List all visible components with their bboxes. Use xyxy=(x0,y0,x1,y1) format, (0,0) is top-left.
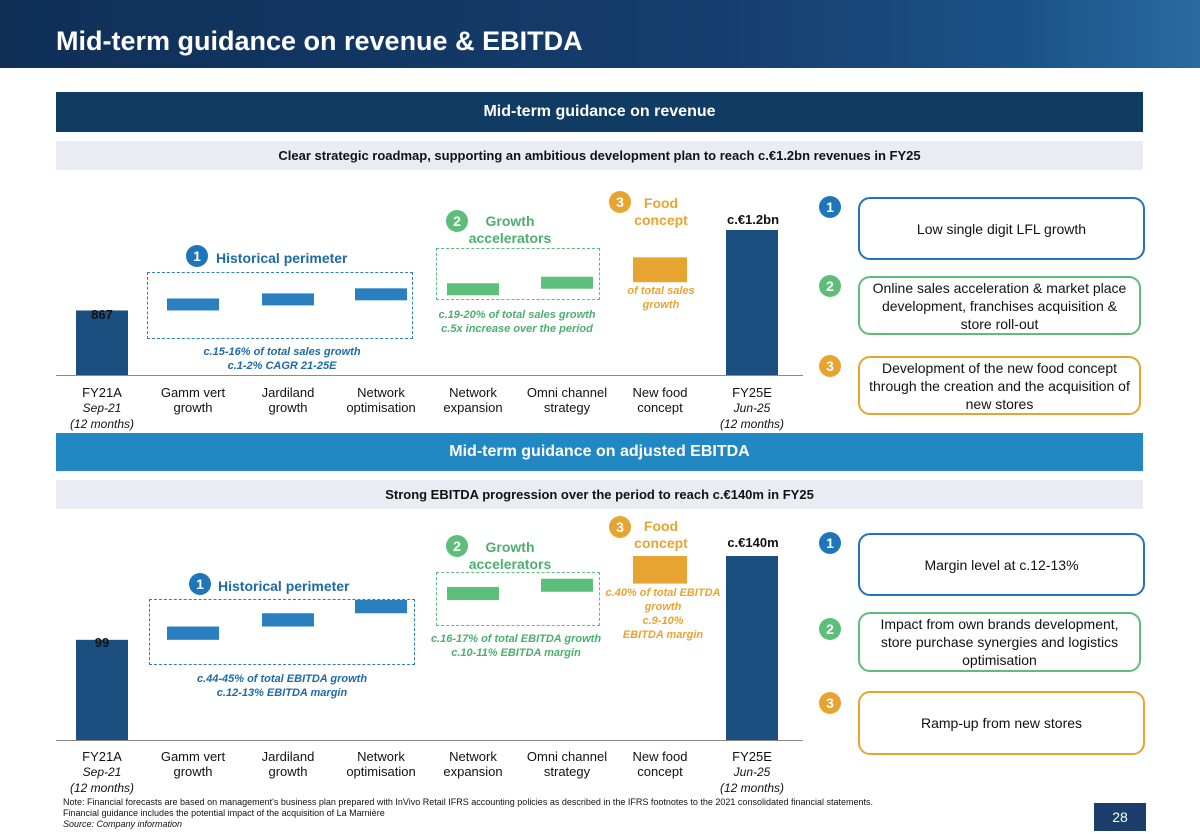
category-name: Network xyxy=(449,385,497,400)
step-2-badge: 2 xyxy=(446,210,468,232)
category-sub: Jun-25 xyxy=(733,765,771,779)
category-label xyxy=(52,385,152,432)
food-concept-note xyxy=(598,586,728,642)
note-line: c.44-45% of total EBITDA growth xyxy=(196,673,368,685)
step-1-badge: 1 xyxy=(186,245,208,267)
category-label xyxy=(52,749,152,796)
category-sub: expansion xyxy=(443,400,503,415)
bar-start-total xyxy=(76,640,128,740)
category-sub: concept xyxy=(637,764,683,779)
label-line: concept xyxy=(634,212,688,228)
footer-note: Note: Financial forecasts are based on management's business plan prepared with InVivo Retail IFRS accounting policies as described in the IFRS footnotes to the 2021 consolidated financial statements. xyxy=(63,797,874,807)
box-3-badge: 3 xyxy=(819,355,841,377)
category-name: New food xyxy=(632,385,688,400)
category-label xyxy=(702,749,802,796)
category-label xyxy=(331,749,431,779)
category-sub2: (12 months) xyxy=(69,417,135,431)
box-text: Impact from own brands development, store purchase synergies and logistics optimisation xyxy=(880,616,1119,668)
category-label xyxy=(702,385,802,432)
step-1-badge: 1 xyxy=(189,573,211,595)
category-name: Network xyxy=(357,385,405,400)
growth-accelerators-box xyxy=(436,248,600,300)
ebitda-band xyxy=(56,433,1143,471)
category-name: FY25E xyxy=(732,749,772,764)
food-concept-label xyxy=(630,195,692,229)
category-label xyxy=(331,385,431,415)
ebitda-driver-box-2 xyxy=(858,612,1141,672)
category-sub: optimisation xyxy=(346,400,416,415)
note-line: c.15-16% of total sales growth xyxy=(203,346,361,358)
category-name: FY21A xyxy=(82,749,122,764)
revenue-driver-box-3 xyxy=(858,356,1141,415)
category-name: Omni channel xyxy=(526,385,608,400)
growth-accelerators-label xyxy=(462,539,558,573)
box-2-badge: 2 xyxy=(819,275,841,297)
note-line: c.64-65% xyxy=(637,271,685,283)
historical-perimeter-note xyxy=(172,672,392,700)
note-line: c.40% of total EBITDA xyxy=(605,587,721,599)
label-line: accelerators xyxy=(468,230,552,246)
category-sub: strategy xyxy=(543,764,591,779)
ebitda-driver-box-1 xyxy=(858,533,1145,596)
growth-accelerators-label xyxy=(462,213,558,247)
historical-perimeter-box xyxy=(147,272,413,339)
growth-accelerators-box xyxy=(436,572,600,626)
historical-perimeter-label: Historical perimeter xyxy=(216,250,348,266)
step-3-badge: 3 xyxy=(609,516,631,538)
label-line: Food xyxy=(643,518,679,534)
category-label xyxy=(610,385,710,415)
step-2-badge: 2 xyxy=(446,535,468,557)
box-text: Low single digit LFL growth xyxy=(916,220,1087,237)
box-text: Online sales acceleration & market place development, franchises acquisition & store roll-out xyxy=(872,279,1127,332)
note-line: growth xyxy=(642,299,680,311)
bar-step-6 xyxy=(633,556,687,584)
category-label xyxy=(517,385,617,415)
revenue-driver-box-1 xyxy=(858,197,1145,260)
category-label xyxy=(238,749,338,779)
category-label xyxy=(143,749,243,779)
category-sub: Sep-21 xyxy=(82,401,122,415)
category-name: Network xyxy=(449,749,497,764)
note-line: c.10-11% EBITDA margin xyxy=(451,647,581,659)
category-name: FY25E xyxy=(732,385,772,400)
label-line: accelerators xyxy=(468,556,552,572)
box-text: Margin level at c.12-13% xyxy=(924,556,1079,573)
category-sub: optimisation xyxy=(346,764,416,779)
label-line: Growth xyxy=(485,213,535,229)
historical-perimeter-note xyxy=(178,345,386,373)
revenue-end-label: c.€1.2bn xyxy=(726,212,780,227)
food-concept-note xyxy=(620,270,702,312)
category-label xyxy=(517,749,617,779)
ebitda-driver-box-3 xyxy=(858,691,1145,755)
ebitda-band-title: Mid-term guidance on adjusted EBITDA xyxy=(449,443,750,460)
category-name: FY21A xyxy=(82,385,122,400)
category-label xyxy=(423,749,523,779)
historical-perimeter-box xyxy=(149,599,415,665)
growth-accelerators-note xyxy=(418,308,616,336)
note-line: growth xyxy=(644,601,682,613)
revenue-start-label: 867 xyxy=(91,307,113,322)
page-title: Mid-term guidance on revenue & EBITDA xyxy=(56,26,583,56)
category-sub: strategy xyxy=(543,400,591,415)
box-1-badge: 1 xyxy=(819,196,841,218)
category-name: Jardiland xyxy=(261,385,315,400)
note-line: c.1-2% CAGR 21-25E xyxy=(227,360,337,372)
box-text: Ramp-up from new stores xyxy=(920,715,1083,731)
note-line: c.5x increase over the period xyxy=(441,323,593,335)
category-label xyxy=(423,385,523,415)
historical-perimeter-label: Historical perimeter xyxy=(218,578,350,594)
box-2-badge: 2 xyxy=(819,618,841,640)
label-line: Growth xyxy=(485,539,535,555)
category-label xyxy=(238,385,338,415)
category-sub: growth xyxy=(173,400,213,415)
note-line: c.19-20% of total sales growth xyxy=(438,309,596,321)
bar-end-total xyxy=(726,556,778,740)
category-sub: growth xyxy=(268,764,308,779)
revenue-driver-box-2 xyxy=(858,276,1141,335)
food-concept-label xyxy=(630,518,692,552)
revenue-band-title: Mid-term guidance on revenue xyxy=(483,103,716,120)
category-sub: growth xyxy=(268,400,308,415)
note-line: EBITDA margin xyxy=(622,629,704,641)
growth-accelerators-note xyxy=(414,632,618,660)
category-name: Jardiland xyxy=(261,749,315,764)
category-label xyxy=(610,749,710,779)
ebitda-subtitle xyxy=(56,480,1143,509)
box-text: Development of the new food concept through the creation and the acquisition of new stores xyxy=(869,359,1130,412)
category-sub: expansion xyxy=(443,764,503,779)
ebitda-subtitle-text: Strong EBITDA progression over the period to reach c.€140m in FY25 xyxy=(385,487,814,502)
category-sub2: (12 months) xyxy=(69,781,135,795)
category-sub2: (12 months) xyxy=(719,781,785,795)
box-3-badge: 3 xyxy=(819,692,841,714)
category-name: Network xyxy=(357,749,405,764)
note-line: of total sales xyxy=(627,285,695,297)
category-name: Gamm vert xyxy=(160,749,226,764)
category-label xyxy=(143,385,243,415)
page-number: 28 xyxy=(1094,803,1146,831)
footer-guidance: Financial guidance includes the potential impact of the acquisition of La Marnière xyxy=(63,808,385,818)
category-sub: concept xyxy=(637,400,683,415)
note-line: c.9-10% xyxy=(642,615,684,627)
note-line: c.16-17% of total EBITDA growth xyxy=(430,633,602,645)
revenue-subtitle-text: Clear strategic roadmap, supporting an ambitious development plan to reach c.€1.2bn revenues in FY25 xyxy=(278,148,921,163)
category-sub2: (12 months) xyxy=(719,417,785,431)
ebitda-end-label: c.€140m xyxy=(727,535,779,550)
label-line: concept xyxy=(634,535,688,551)
category-sub: growth xyxy=(173,764,213,779)
category-sub: Sep-21 xyxy=(82,765,122,779)
step-3-badge: 3 xyxy=(609,191,631,213)
note-line: c.12-13% EBITDA margin xyxy=(216,687,348,699)
category-name: New food xyxy=(632,749,688,764)
category-name: Omni channel xyxy=(526,749,608,764)
box-1-badge: 1 xyxy=(819,532,841,554)
ebitda-start-label: 99 xyxy=(94,635,110,650)
category-sub: Jun-25 xyxy=(733,401,771,415)
category-name: Gamm vert xyxy=(160,385,226,400)
label-line: Food xyxy=(643,195,679,211)
footer-source: Source: Company information xyxy=(63,819,183,829)
